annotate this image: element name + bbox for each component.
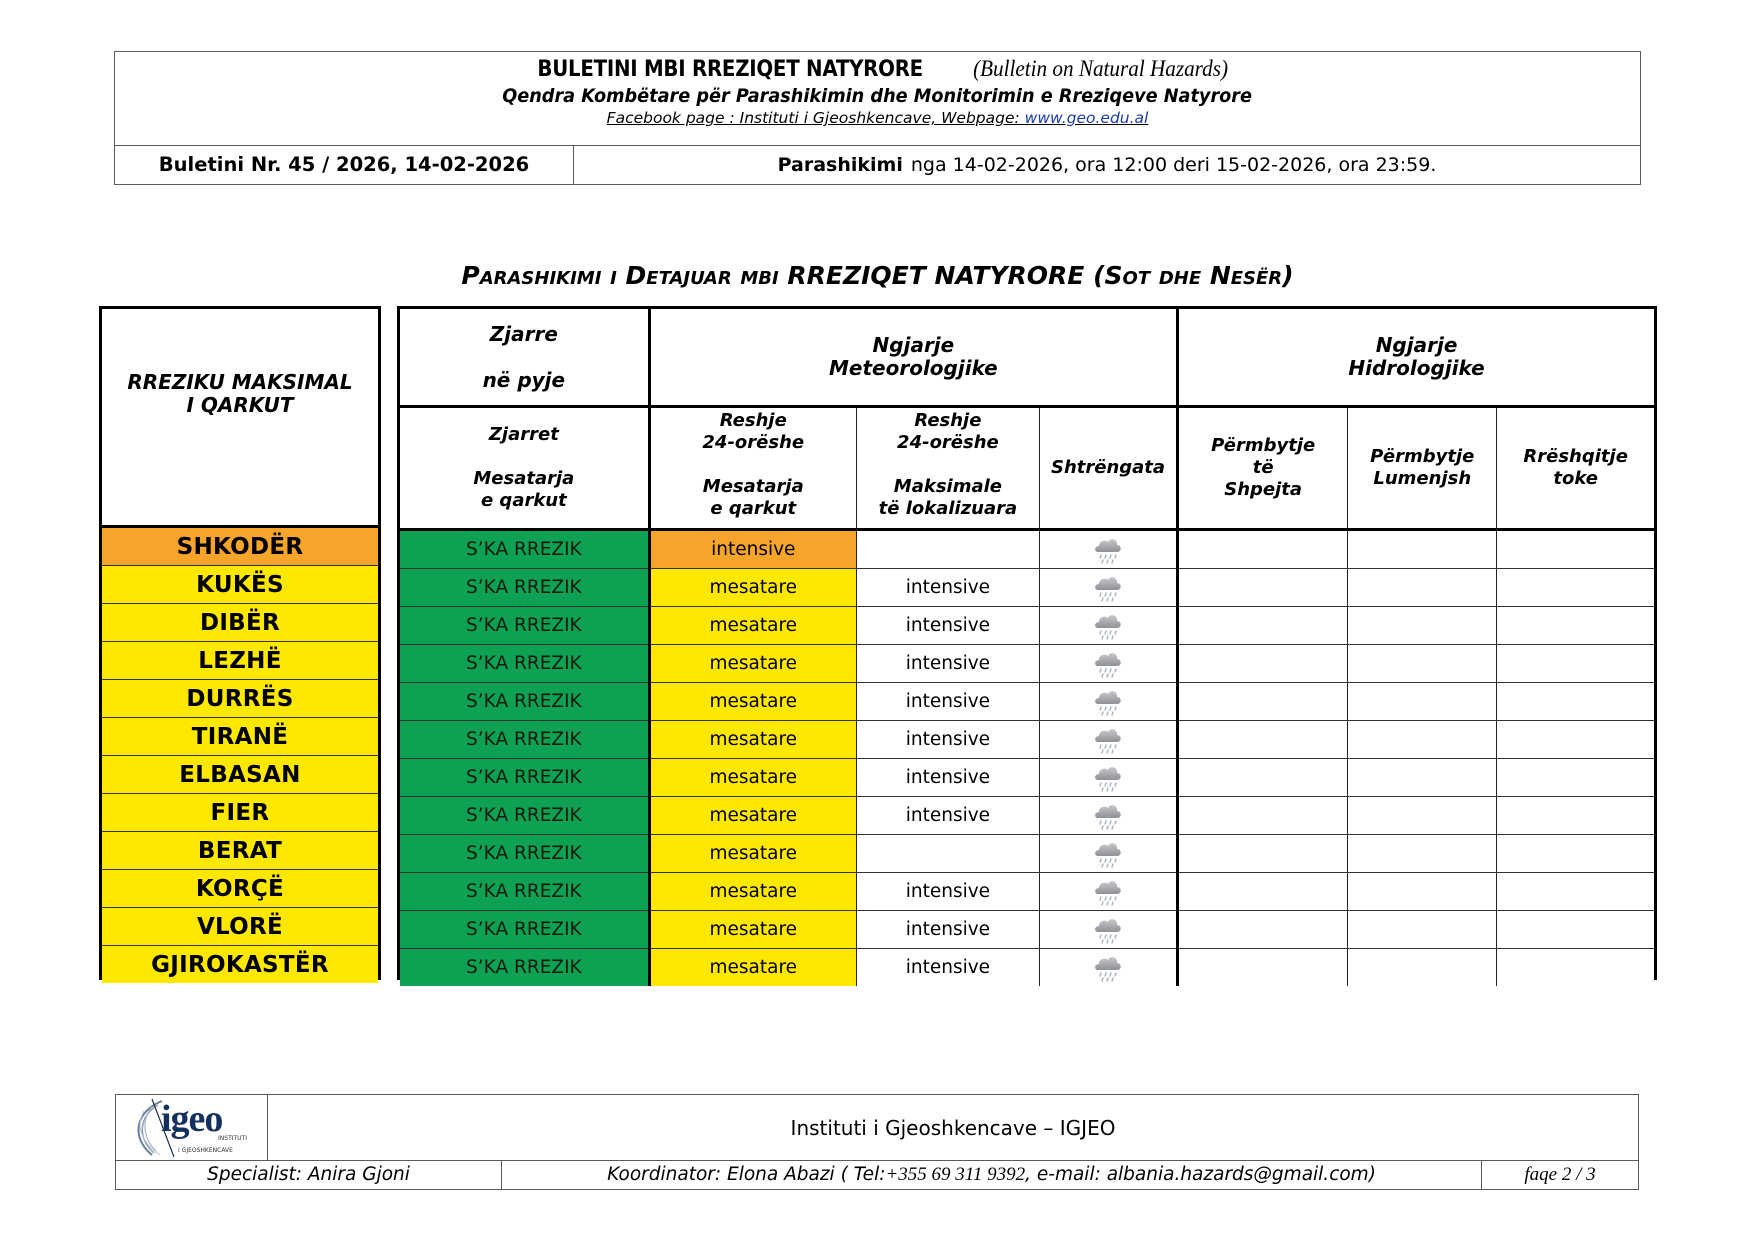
logo-subtext: INSTITUTI [218,1135,247,1142]
rain-avg-cell: mesatare [649,835,856,873]
county-row [102,642,378,680]
max-risk-header [102,309,378,527]
flash-flood-cell [1178,721,1348,759]
landslide-cell [1497,530,1654,569]
county-name: GJIROKASTËR [102,946,378,984]
rain-cloud-icon [1092,649,1124,679]
river-flood-cell [1348,645,1497,683]
rain-cloud-icon [1092,763,1124,793]
group-header-meteo [649,309,1177,407]
header-line: Hidrologjike [1348,356,1485,380]
flash-flood-cell [1178,607,1348,645]
rain-avg-cell: mesatare [649,797,856,835]
table-row [400,835,1654,873]
flash-flood-cell [1178,759,1348,797]
section-title-part: Parashikimi i Detajuar mbi [461,261,788,290]
landslide-cell [1497,683,1654,721]
header-line: Mesatarja [473,468,575,489]
website-link[interactable]: www.geo.edu.al [1024,109,1149,127]
section-title-part: RREZIQET NATYRORE [787,261,1085,290]
landslide-cell [1497,835,1654,873]
page-number: faqe 2 / 3 [1524,1163,1596,1185]
table-row [400,797,1654,835]
flash-flood-cell [1178,530,1348,569]
header-line: 24-orëshe [897,432,999,453]
county-row [102,794,378,832]
storm-cell [1039,569,1177,607]
county-name: FIER [102,794,378,832]
county-row [102,756,378,794]
fire-risk-cell: S’KA RREZIK [400,797,649,835]
section-title [0,261,1755,290]
col-header-flash-flood [1178,407,1348,530]
igeo-logo [116,1095,268,1160]
header-line: në pyje [482,367,566,392]
header-line: Maksimale [893,476,1002,497]
rain-avg-cell: mesatare [649,645,856,683]
county-name: VLORË [102,908,378,946]
col-header-rain-max [856,407,1039,530]
rain-max-cell: intensive [856,569,1039,607]
col-header-storm [1039,407,1177,530]
table-row [400,721,1654,759]
rain-max-cell: intensive [856,645,1039,683]
forecast-label: Parashikimi [777,153,903,176]
rain-cloud-icon [1092,573,1124,603]
county-name: KUKËS [102,566,378,604]
flash-flood-cell [1178,569,1348,607]
county-row [102,680,378,718]
group-header-fire [400,309,649,407]
table-row [400,530,1654,569]
header-title-block [115,52,1640,146]
bulletin-footer [115,1094,1639,1190]
header-line: të lokalizuara [878,498,1018,519]
institute-name: Instituti i Gjeoshkencave – IGJEO [790,1115,1116,1140]
logo-wordmark: igeo [161,1098,223,1140]
landslide-cell [1497,797,1654,835]
county-row [102,718,378,756]
county-row [102,604,378,642]
storm-cell [1039,797,1177,835]
storm-cell [1039,873,1177,911]
header-line: Mesatarja [702,476,804,497]
rain-max-cell: intensive [856,949,1039,987]
fire-risk-cell: S’KA RREZIK [400,873,649,911]
fire-risk-cell: S’KA RREZIK [400,949,649,987]
flash-flood-cell [1178,683,1348,721]
landslide-cell [1497,569,1654,607]
county-row [102,870,378,908]
header-line: toke [1553,468,1598,489]
county-name: ELBASAN [102,756,378,794]
storm-cell [1039,721,1177,759]
table-row [400,911,1654,949]
rain-cloud-icon [1092,877,1124,907]
header-line: Zjarre [489,321,558,346]
flash-flood-cell [1178,645,1348,683]
fire-risk-cell: S’KA RREZIK [400,721,649,759]
section-title-part: Sot dhe Nesër [1104,261,1283,290]
storm-cell [1039,607,1177,645]
rain-cloud-icon [1092,725,1124,755]
header-line: 24-orëshe [702,432,805,453]
river-flood-cell [1348,569,1497,607]
rain-max-cell: intensive [856,797,1039,835]
rain-cloud-icon [1092,801,1124,831]
header-line: Përmbytje [1370,446,1475,467]
landslide-cell [1497,873,1654,911]
river-flood-cell [1348,607,1497,645]
rain-cloud-icon [1092,953,1124,983]
coordinator-phone: +355 69 311 9392 [885,1163,1026,1185]
county-name: TIRANË [102,718,378,756]
section-title-part: ( [1084,261,1105,290]
header-line: e qarkut [710,498,797,519]
storm-cell [1039,949,1177,987]
river-flood-cell [1348,911,1497,949]
landslide-cell [1497,645,1654,683]
rain-avg-cell: mesatare [649,873,856,911]
river-flood-cell [1348,873,1497,911]
facebook-page-text: Facebook page : Instituti i Gjeoshkencave, Webpage: [606,109,1025,127]
fire-risk-cell: S’KA RREZIK [400,683,649,721]
river-flood-cell [1348,835,1497,873]
flash-flood-cell [1178,873,1348,911]
river-flood-cell [1348,683,1497,721]
rain-max-cell [856,835,1039,873]
rain-cloud-icon [1092,611,1124,641]
fire-risk-cell: S’KA RREZIK [400,645,649,683]
rain-cloud-icon [1092,839,1124,869]
county-name: LEZHË [102,642,378,680]
storm-cell [1039,683,1177,721]
river-flood-cell [1348,797,1497,835]
specialist: Specialist: Anira Gjoni [116,1160,502,1189]
header-line: Zjarret [488,424,559,445]
header-line: Shpejta [1224,479,1303,500]
header-line: Përmbytje [1211,435,1316,456]
bulletin-title: BULETINI MBI RREZIQET NATYRORE [537,57,924,82]
coordinator-email: , e-mail: albania.hazards@gmail.com) [1025,1164,1376,1185]
table-row [400,569,1654,607]
county-row [102,527,378,566]
header-line: të [1252,457,1274,478]
county-risk-table [99,306,381,980]
table-row [400,873,1654,911]
table-row [400,683,1654,721]
county-name: SHKODËR [102,527,378,566]
hazards-table [397,306,1657,980]
landslide-cell [1497,607,1654,645]
rain-cloud-icon [1092,915,1124,945]
header-line: Shtrëngata [1050,457,1166,478]
col-header-river-flood [1348,407,1497,530]
contact-links [115,108,1640,128]
table-row [400,759,1654,797]
county-name: DIBËR [102,604,378,642]
rain-max-cell: intensive [856,911,1039,949]
rain-avg-cell: intensive [649,530,856,569]
flash-flood-cell [1178,797,1348,835]
flash-flood-cell [1178,911,1348,949]
forecast-period [574,145,1640,184]
header-line: Lumenjsh [1373,468,1472,489]
fire-risk-cell: S’KA RREZIK [400,530,649,569]
forecast-dates: nga 14-02-2026, ora 12:00 deri 15-02-2026, ora 23:59. [910,153,1437,176]
coordinator [502,1160,1482,1189]
rain-cloud-icon [1092,535,1124,565]
fire-risk-cell: S’KA RREZIK [400,911,649,949]
county-row [102,908,378,946]
county-name: BERAT [102,832,378,870]
river-flood-cell [1348,759,1497,797]
rain-cloud-icon [1092,687,1124,717]
river-flood-cell [1348,721,1497,759]
storm-cell [1039,911,1177,949]
rain-avg-cell: mesatare [649,607,856,645]
storm-cell [1039,530,1177,569]
header-line: Reshje [914,410,982,431]
rain-max-cell: intensive [856,683,1039,721]
rain-avg-cell: mesatare [649,911,856,949]
county-name: DURRËS [102,680,378,718]
storm-cell [1039,645,1177,683]
bulletin-number: Buletini Nr. 45 / 2026, 14-02-2026 [115,145,574,184]
storm-cell [1039,835,1177,873]
landslide-cell [1497,949,1654,987]
rain-avg-cell: mesatare [649,683,856,721]
header-line: RREZIKU MAKSIMAL [127,370,353,394]
county-row [102,832,378,870]
header-line: Ngjarje [1375,333,1458,357]
col-header-fire-avg [400,407,649,530]
landslide-cell [1497,721,1654,759]
rain-avg-cell: mesatare [649,721,856,759]
county-row [102,566,378,604]
table-row [400,607,1654,645]
header-line: I QARKUT [186,393,294,417]
bulletin-header [114,51,1641,185]
fire-risk-cell: S’KA RREZIK [400,759,649,797]
header-line: Reshje [719,410,787,431]
col-header-landslide [1497,407,1654,530]
group-header-hydro [1178,309,1654,407]
center-name: Qendra Kombëtare për Parashikimin dhe Monitorimin e Rreziqeve Natyrore [502,85,1253,107]
river-flood-cell [1348,530,1497,569]
section-title-part: ) [1282,261,1294,290]
fire-risk-cell: S’KA RREZIK [400,607,649,645]
col-header-rain-avg [649,407,856,530]
rain-avg-cell: mesatare [649,569,856,607]
header-line: Meteorologjike [829,356,998,380]
rain-max-cell: intensive [856,721,1039,759]
landslide-cell [1497,911,1654,949]
rain-max-cell: intensive [856,759,1039,797]
rain-max-cell [856,530,1039,569]
rain-avg-cell: mesatare [649,949,856,987]
fire-risk-cell: S’KA RREZIK [400,569,649,607]
fire-risk-cell: S’KA RREZIK [400,835,649,873]
rain-max-cell: intensive [856,607,1039,645]
flash-flood-cell [1178,949,1348,987]
header-line: Ngjarje [872,333,955,357]
logo-subtext: I GJEOSHKENCAVE [178,1147,233,1154]
county-row [102,946,378,984]
landslide-cell [1497,759,1654,797]
coordinator-name: Koordinator: Elona Abazi ( Tel: [607,1164,886,1185]
table-row [400,949,1654,987]
table-row [400,645,1654,683]
rain-avg-cell: mesatare [649,759,856,797]
header-line: Rrëshqitje [1523,446,1628,467]
storm-cell [1039,759,1177,797]
river-flood-cell [1348,949,1497,987]
rain-max-cell: intensive [856,873,1039,911]
flash-flood-cell [1178,835,1348,873]
county-name: KORÇË [102,870,378,908]
bulletin-title-english: (Bulletin on Natural Hazards) [972,56,1228,81]
header-line: e qarkut [480,490,567,511]
